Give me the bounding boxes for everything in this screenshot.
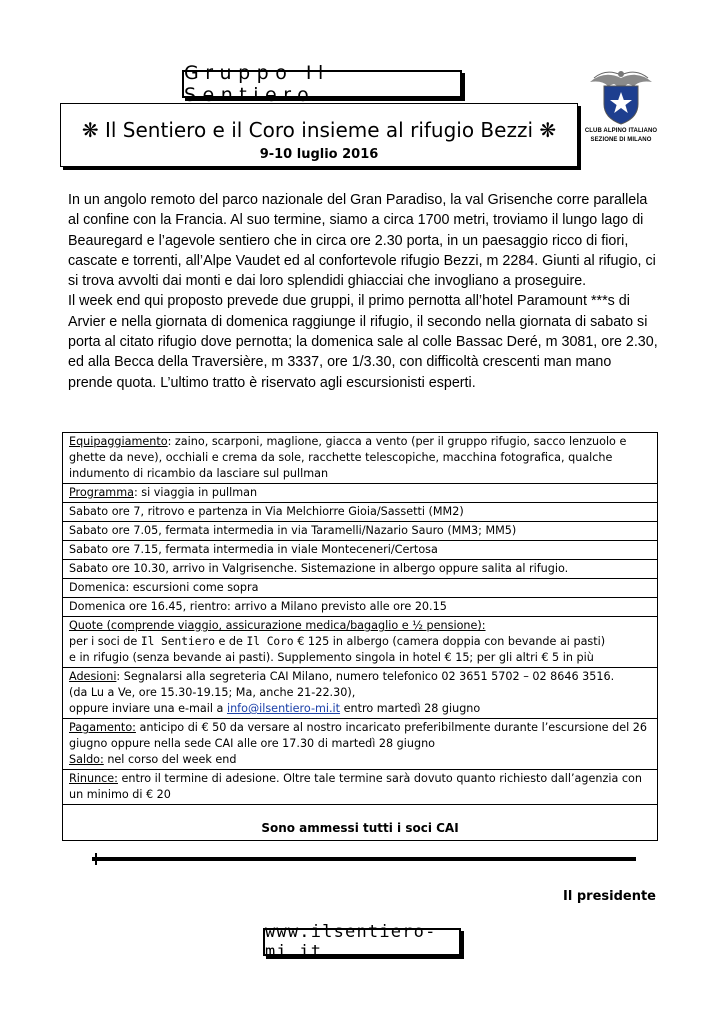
email-link[interactable]: info@ilsentiero-mi.it <box>226 702 341 715</box>
website-box <box>263 922 461 962</box>
balance-label: Saldo: <box>69 753 104 766</box>
quote-group-sentiero: Il Sentiero <box>140 635 215 648</box>
group-name: Gruppo Il Sentiero <box>184 62 330 106</box>
event-title <box>61 118 577 142</box>
registration-line-1: : Segnalarsi alla segreteria CAI Milano, numero telefonico 02 3651 5702 – 02 8646 3516. <box>116 670 615 683</box>
table-row <box>63 770 658 805</box>
equipment-text: : zaino, scarponi, maglione, giacca a vento (per il gruppo rifugio, sacco lenzuolo e ghette da neve), occhiali e crema da sole, racchette telescopiche, macchina fotografica, qualche indumento di ricambio da lasciare sul pullman <box>69 435 627 480</box>
registration-line-3: oppure inviare una e-mail a <box>69 702 227 715</box>
schedule-sun-2: Domenica ore 16.45, rientro: arrivo a Milano previsto alle ore 20.15 <box>63 598 658 617</box>
info-table <box>62 432 658 841</box>
intro-paragraph-2: Il week end qui proposto prevede due gruppi, il primo pernotta all’hotel Paramount ***s di Arvier e nella giornata di domenica raggiunge il rifugio, il secondo nella giornata di sabato si porta al citato rifugio dove pernotta; la domenica sale al colle Bassac Deré, m 3081, ore 2.30, ed alla Becca della Traversière, m 3337, ore 1/3.30, con difficoltà crescenti man mano prende quota. L’ultimo tratto è riservato agli escursionisti esperti. <box>68 293 658 391</box>
asterisk-icon-right: ❋ <box>539 118 557 142</box>
quote-text: € 125 in albergo (camera doppia con bevande ai pasti) <box>293 635 606 648</box>
quote-label: Quote (comprende viaggio, assicurazione medica/bagaglio e ½ pensione): <box>69 619 486 632</box>
closing-note: Sono ammessi tutti i soci CAI <box>63 805 658 841</box>
intro-paragraph-1: In un angolo remoto del parco nazionale del Gran Paradiso, la val Grisenche corre parallela al confine con la Francia. Al suo termine, siamo a circa 1700 metri, troviamo il lungo lago di Beauregard e l’agevole sentiero che in circa ore 2.30 porta, in un paesaggio ricco di fiori, cascate e torrenti, all’Alpe Vaudet ed al confortevole rifugio Bezzi, m 2284. Giunti al rifugio, ci si trova avvolti dai monti e dai loro splendidi ghiacciai che invogliano a proseguire. <box>68 192 656 290</box>
schedule-sat-3: Sabato ore 7.15, fermata intermedia in viale Monteceneri/Certosa <box>63 541 658 560</box>
event-title-text: Il Sentiero e il Coro insieme al rifugio Bezzi <box>104 118 534 142</box>
website-link[interactable]: www.ilsentiero-mi.it <box>265 922 437 962</box>
group-name-box <box>182 62 462 106</box>
quote-group-coro: Il Coro <box>246 635 294 648</box>
cancellation-label: Rinunce: <box>69 772 118 785</box>
registration-deadline: entro martedì 28 giugno <box>340 702 481 715</box>
table-row <box>63 503 658 522</box>
payment-label: Pagamento: <box>69 721 136 734</box>
schedule-sun-1: Domenica: escursioni come sopra <box>63 579 658 598</box>
table-row <box>63 668 658 719</box>
table-row <box>63 560 658 579</box>
equipment-label: Equipaggiamento <box>69 435 168 448</box>
table-row <box>63 719 658 770</box>
signature: Il presidente <box>563 889 656 904</box>
quote-line-1 <box>69 634 651 650</box>
quote-line-2: e in rifugio (senza bevande ai pasti). Supplemento singola in hotel € 15; per gli altri € 5 in più <box>69 651 594 664</box>
quote-text: e de <box>214 635 247 648</box>
program-label: Programma <box>69 486 134 499</box>
logo-text-line2: SEZIONE DI MILANO <box>590 137 652 143</box>
schedule-sat-2: Sabato ore 7.05, fermata intermedia in via Taramelli/Nazario Sauro (MM3; MM5) <box>63 522 658 541</box>
schedule-sat-1: Sabato ore 7, ritrovo e partenza in Via Melchiorre Gioia/Sassetti (MM2) <box>63 503 658 522</box>
cancellation-text: entro il termine di adesione. Oltre tale termine sarà dovuto quanto richiesto dall’agenzia con un minimo di € 20 <box>69 772 642 801</box>
event-title-box <box>60 103 578 167</box>
table-row <box>63 433 658 484</box>
divider-line <box>92 857 636 861</box>
program-text: : si viaggia in pullman <box>133 486 258 499</box>
schedule-sat-4: Sabato ore 10.30, arrivo in Valgrisenche. Sistemazione in albergo oppure salita al rifugio. <box>63 560 658 579</box>
balance-text: nel corso del week end <box>103 753 237 766</box>
table-row <box>63 598 658 617</box>
asterisk-icon-left: ❋ <box>81 118 99 142</box>
table-row <box>63 579 658 598</box>
table-row <box>63 541 658 560</box>
divider-tick <box>95 853 97 865</box>
registration-label: Adesioni <box>69 670 117 683</box>
table-row <box>63 805 658 841</box>
logo-text-line1: CLUB ALPINO ITALIANO <box>584 128 658 134</box>
cai-logo-icon <box>588 66 654 126</box>
registration-line-2: (da Lu a Ve, ore 15.30-19.15; Ma, anche 21-22.30), <box>69 686 356 699</box>
payment-text: anticipo di € 50 da versare al nostro incaricato preferibilmente durante l’escursione del 26 giugno oppure nella sede CAI alle ore 17.30 di martedì 28 giugno <box>69 721 648 750</box>
table-row <box>63 522 658 541</box>
intro-text <box>68 190 658 393</box>
quote-text: per i soci de <box>69 635 141 648</box>
table-row <box>63 484 658 503</box>
event-date: 9-10 luglio 2016 <box>259 147 379 162</box>
table-row <box>63 617 658 668</box>
